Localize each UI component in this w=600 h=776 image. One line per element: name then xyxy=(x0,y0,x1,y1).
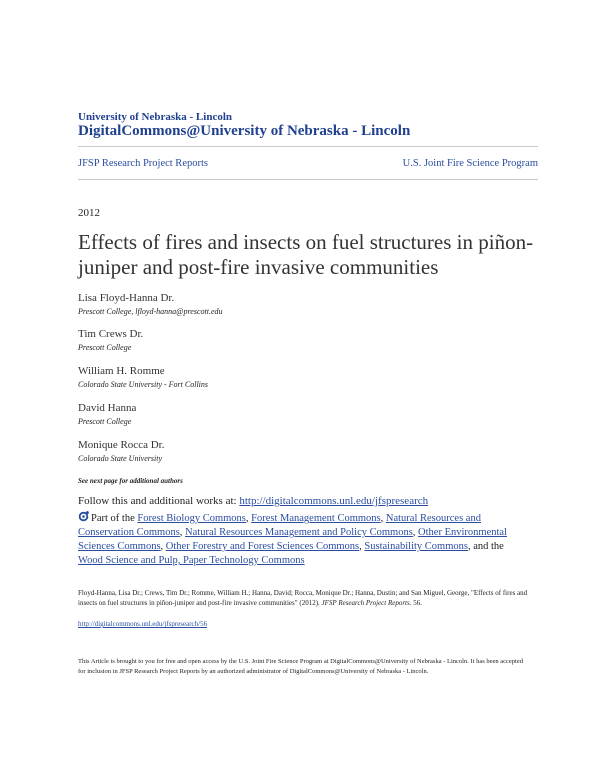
follow-line xyxy=(78,495,428,507)
commons-link[interactable]: Sustainability Commons xyxy=(364,541,468,552)
commons-link[interactable]: Natural Resources Management and Policy Commons xyxy=(185,527,413,538)
citation-series: JFSP Research Project Reports xyxy=(321,599,410,607)
bottom-divider xyxy=(78,179,538,180)
article-title: Effects of fires and insects on fuel structures in piñon-juniper and post-fire invasive communities xyxy=(78,230,534,279)
access-statement: This Article is brought to you for free and open access by the U.S. Joint Fire Science Program at DigitalCommons@University of Nebraska - Lincoln. It has been accepted for inclusion in JFSP Research Project Reports by an authorized administrator of DigitalCommons@University of Nebraska - Lincoln. xyxy=(78,658,523,675)
author-affiliation: Prescott College xyxy=(78,417,132,426)
commons-link[interactable]: Other Forestry and Forest Sciences Commons xyxy=(165,541,360,552)
repository-name: DigitalCommons@University of Nebraska - Lincoln xyxy=(78,123,411,139)
part-of-commons: Part of the Forest Biology Commons, Forest Management Commons, Natural Resources and Conservation Commons, Natural Resources Management and Policy Commons, Other Environmental Sciences Commons, Other Forestry and Forest Sciences Commons, Sustainability Commons, and the Wood Science and Pulp, Paper Technology Commons xyxy=(78,513,507,566)
follow-text: Follow this and additional works at: xyxy=(78,495,240,507)
author-name: Tim Crews Dr. xyxy=(78,328,144,340)
citation-link[interactable]: http://digitalcommons.unl.edu/jfspresearch/56 xyxy=(78,620,208,628)
author-name: David Hanna xyxy=(78,402,137,414)
author-affiliation: Prescott College, lfloyd-hanna@prescott.edu xyxy=(78,307,223,316)
series-link[interactable]: JFSP Research Project Reports xyxy=(78,158,208,169)
commons-link[interactable]: Wood Science and Pulp, Paper Technology Commons xyxy=(78,555,305,566)
commons-link[interactable]: Forest Management Commons xyxy=(251,513,381,524)
program-link[interactable]: U.S. Joint Fire Science Program xyxy=(402,158,538,169)
commons-network-icon xyxy=(78,511,89,522)
collection-link[interactable]: http://digitalcommons.unl.edu/jfspresearch xyxy=(239,495,429,507)
author-name: William H. Romme xyxy=(78,365,165,377)
author-affiliation: Colorado State University - Fort Collins xyxy=(78,380,208,389)
author-name: Monique Rocca Dr. xyxy=(78,439,165,451)
part-of-prefix: Part of the xyxy=(91,513,138,524)
see-next-page-note: See next page for additional authors xyxy=(78,477,183,485)
commons-link[interactable]: Natural Resources and Conservation Commons xyxy=(78,513,481,538)
publication-year: 2012 xyxy=(78,207,100,219)
institution-name: University of Nebraska - Lincoln xyxy=(78,111,232,123)
author-affiliation: Prescott College xyxy=(78,343,132,352)
author-name: Lisa Floyd-Hanna Dr. xyxy=(78,292,175,304)
citation-block xyxy=(78,588,528,608)
top-divider xyxy=(78,146,538,147)
author-affiliation: Colorado State University xyxy=(78,454,162,463)
citation-number: . 56. xyxy=(409,599,422,607)
commons-link[interactable]: Forest Biology Commons xyxy=(137,513,246,524)
commons-link[interactable]: Other Environmental Sciences Commons xyxy=(78,527,507,552)
citation-text: Floyd-Hanna, Lisa Dr.; Crews, Tim Dr.; Romme, William H.; Hanna, David; Rocca, Monique Dr.; Hanna, Dustin; and San Miguel, George, "Effects of fires and insects on fuel structures in piñon-juniper and post-fire invasive communities" (2012). xyxy=(78,589,528,607)
